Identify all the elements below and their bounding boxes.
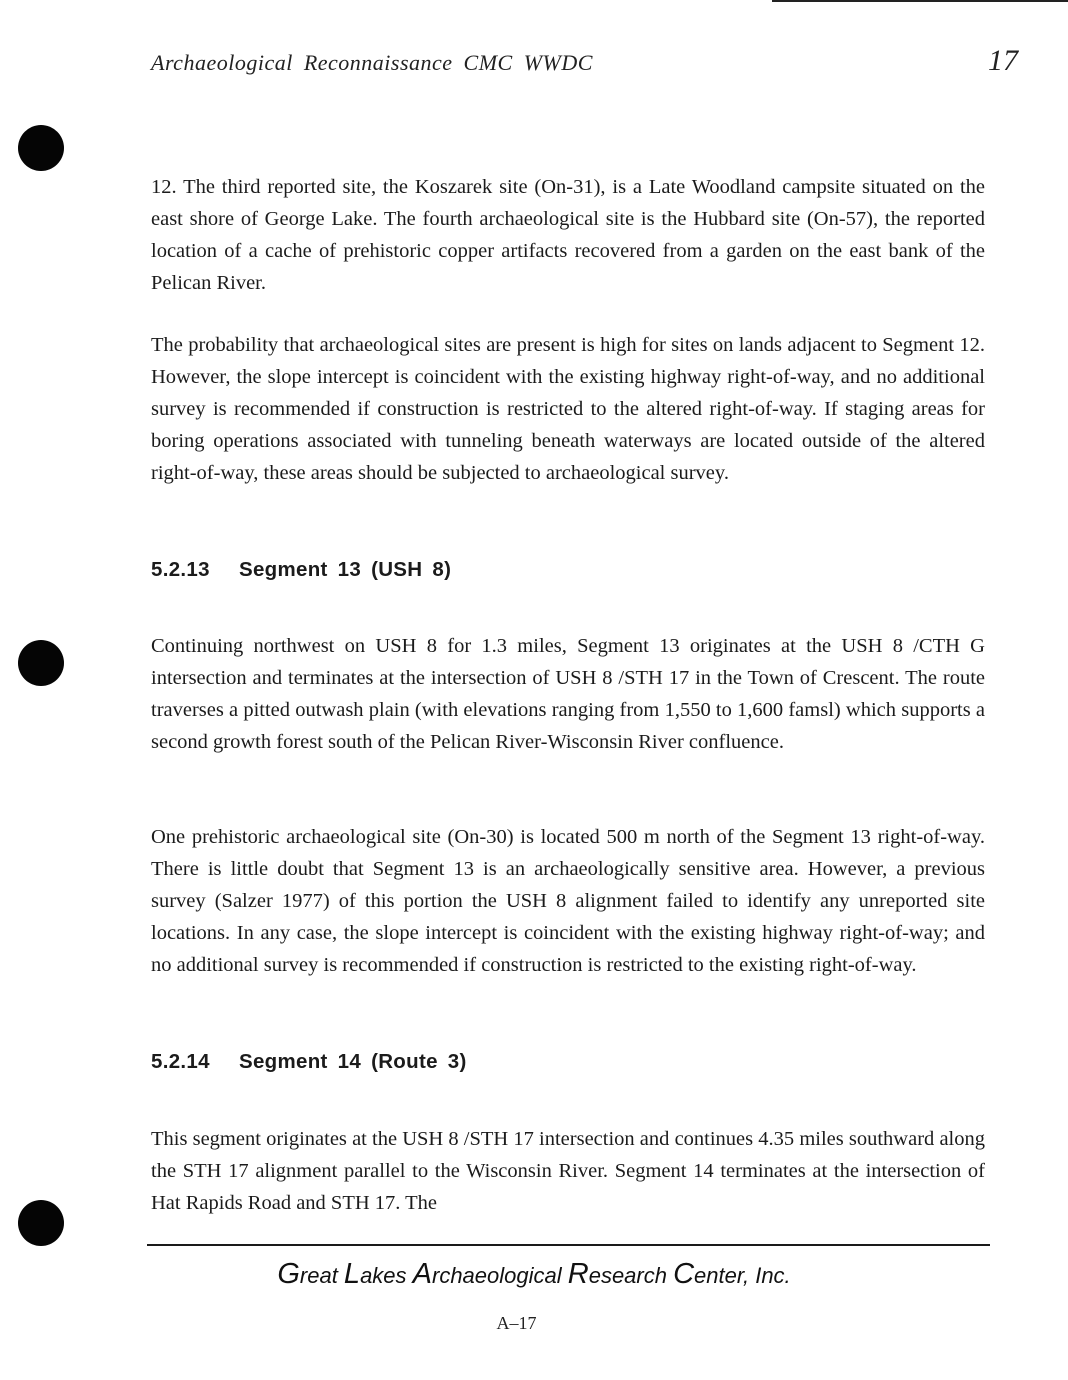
binder-hole-middle xyxy=(18,640,64,686)
section-number: 5.2.13 xyxy=(151,558,210,581)
binder-hole-top xyxy=(18,125,64,171)
body-paragraph: The probability that archaeological sites are present is high for sites on lands adjacent to Segment 12. However, the slope intercept is coincident with the existing highway right-of-way, and no additional survey is recommended if construction is restricted to the altered right-of-way. If staging areas for boring operations associated with tunneling beneath waterways are located outside of the altered right-of-way, these areas should be subjected to archaeological survey. xyxy=(151,334,985,484)
footer-organization-name: Great Lakes Archaeological Research Center, Inc. xyxy=(277,1258,791,1290)
section-heading-5-2-13 xyxy=(151,558,451,582)
section-number: 5.2.14 xyxy=(151,1050,210,1073)
section-title: Segment 14 (Route 3) xyxy=(239,1050,467,1073)
footer-rule xyxy=(147,1244,990,1246)
body-paragraph: One prehistoric archaeological site (On-30) is located 500 m north of the Segment 13 right-of-way. There is little doubt that Segment 13 is an archaeologically sensitive area. However, a previous survey (Salzer 1977) of this portion the USH 8 alignment failed to identify any unreported site locations. In any case, the slope intercept is coincident with the existing highway right-of-way; and no additional survey is recommended if construction is restricted to the existing right-of-way. xyxy=(151,826,985,976)
body-paragraph: Continuing northwest on USH 8 for 1.3 miles, Segment 13 originates at the USH 8 /CTH G intersection and terminates at the intersection of USH 8 /STH 17 in the Town of Crescent. The route traverses a pitted outwash plain (with elevations ranging from 1,550 to 1,600 famsl) which supports a second growth forest south of the Pelican River-Wisconsin River confluence. xyxy=(151,635,985,753)
running-header-page-number: 17 xyxy=(988,44,1018,77)
section-title: Segment 13 (USH 8) xyxy=(239,558,452,581)
footer-page-label: A–17 xyxy=(496,1313,537,1333)
body-paragraph: This segment originates at the USH 8 /STH 17 intersection and continues 4.35 miles southward along the STH 17 alignment parallel to the Wisconsin River. Segment 14 terminates at the intersection of Hat Rapids Road and STH 17. The xyxy=(151,1128,985,1214)
body-paragraph: 12. The third reported site, the Koszarek site (On-31), is a Late Woodland campsite situated on the east shore of George Lake. The fourth archaeological site is the Hubbard site (On-57), the reported location of a cache of prehistoric copper artifacts recovered from a garden on the east bank of the Pelican River. xyxy=(151,176,985,294)
section-heading-5-2-14 xyxy=(151,1050,467,1074)
top-edge-rule xyxy=(772,0,1068,2)
running-header-title: Archaeological Reconnaissance CMC WWDC xyxy=(151,50,593,75)
binder-hole-bottom xyxy=(18,1200,64,1246)
